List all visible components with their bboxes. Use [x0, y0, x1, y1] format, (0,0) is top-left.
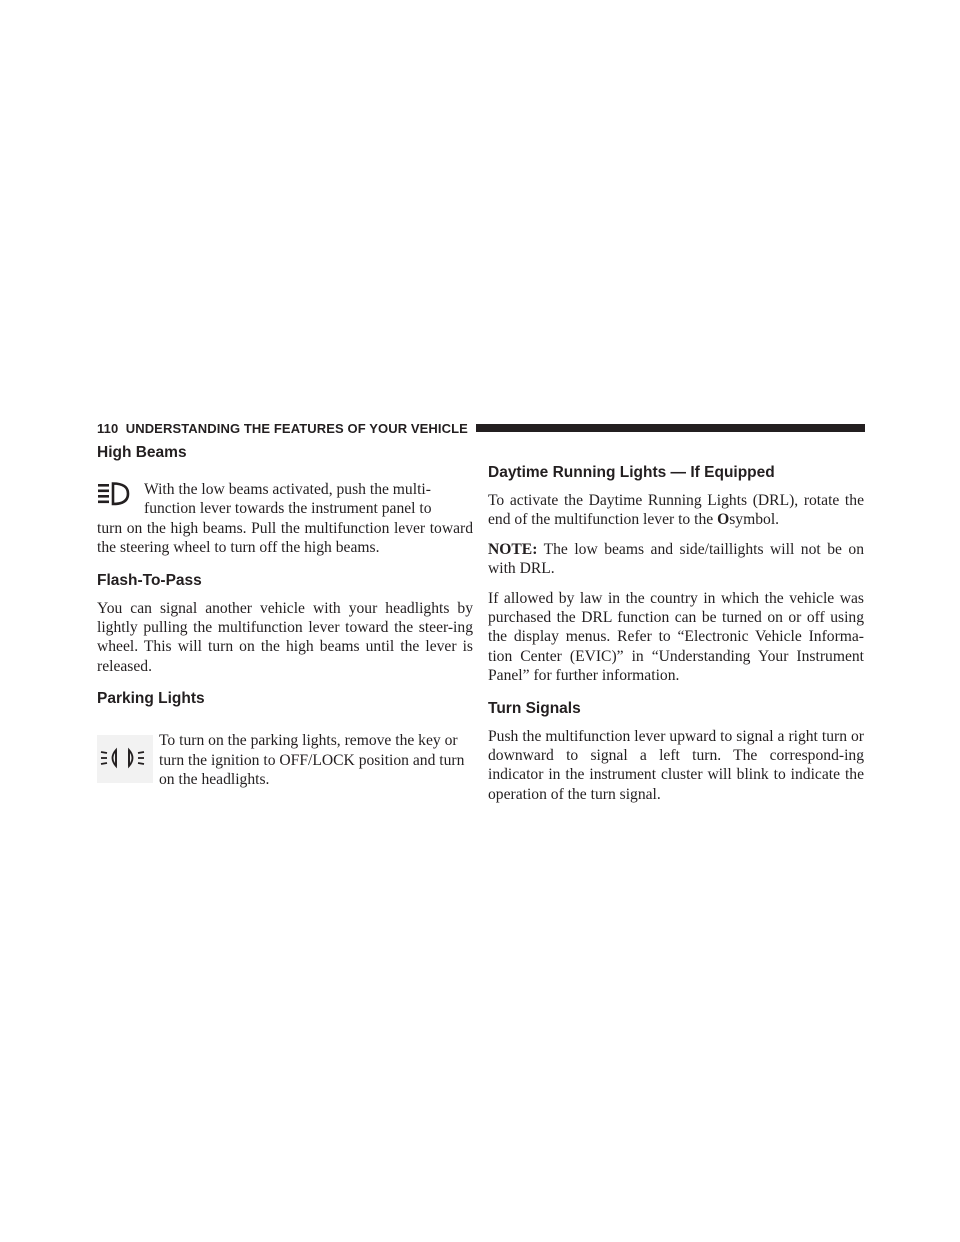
heading-high-beams: High Beams [97, 444, 187, 461]
turn-signals-text: Push the multifunction lever upward to signal a right turn or downward to signal a left turn. The correspond-ing indicator in the instrument cluster will blink to indicate the operation of the turn signal. [488, 727, 864, 803]
left-column [97, 440, 473, 789]
parking-lights-text: To turn on the parking lights, remove the key or turn the ignition to OFF/LOCK position and turn on the headlights. [159, 732, 465, 789]
page-number: 110 [97, 420, 119, 436]
high-beams-line1: With the low beams activated, push the multi- [144, 481, 431, 498]
drl-note [488, 540, 864, 579]
high-beams-rest: turn on the high beams. Pull the multifunction lever toward the steering wheel to turn off the high beams. [97, 519, 473, 557]
parking-lights-icon [97, 735, 153, 783]
heading-flash-to-pass: Flash-To-Pass [97, 571, 202, 589]
high-beams-text [97, 480, 473, 558]
right-column [488, 440, 864, 804]
header-rule [476, 424, 865, 432]
high-beams-section [97, 480, 473, 558]
flash-to-pass-text: You can signal another vehicle with your headlights by lightly pulling the multifunction lever toward the steer-ing wheel. This will turn on the high beams until the lever is released. [97, 599, 473, 675]
header-text [97, 421, 468, 436]
parking-lights-section [97, 731, 473, 789]
drl-text [488, 491, 864, 530]
running-header [97, 419, 865, 437]
high-beams-line2: function lever towards the instrument panel to [144, 500, 432, 518]
drl-text-before: To activate the Daytime Running Lights (DRL), rotate the end of the multifunction lever to the [488, 492, 864, 529]
drl-symbol: O [717, 511, 730, 529]
heading-daytime-running-lights: Daytime Running Lights — If Equipped [488, 464, 775, 481]
note-text: The low beams and side/taillights will not be on with DRL. [488, 540, 864, 578]
drl-evic-text: If allowed by law in the country in which the vehicle was purchased the DRL function can be turned on or off using the display menus. Refer to “Electronic Vehicle Informa-tion Center (EVIC)” in “Understanding Your Instrument Panel” for further information. [488, 589, 864, 685]
drl-text-after: symbol. [729, 511, 780, 529]
heading-parking-lights: Parking Lights [97, 690, 205, 708]
high-beam-icon [97, 480, 131, 508]
section-title: UNDERSTANDING THE FEATURES OF YOUR VEHICLE [125, 420, 468, 436]
note-label: NOTE: [488, 540, 538, 558]
heading-turn-signals: Turn Signals [488, 699, 581, 717]
